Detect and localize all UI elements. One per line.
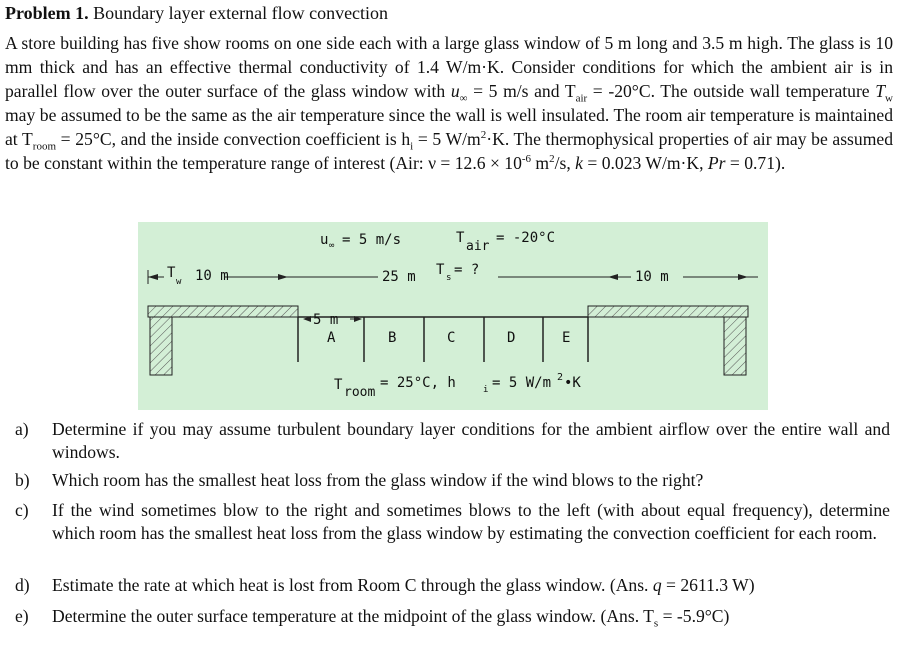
troom-sub: room: [32, 140, 57, 153]
sq-sup: 2: [480, 128, 487, 141]
statement-text: A store building has five show rooms on one side each with a large glass window of 5 m long and 3.5 m high. The glass is 10 mm thick and has an effective thermal conductivity of 1.4 W/m·K. Consider conditions for which the ambient air is in parallel flow over the outer surface of the glass window with: [5, 33, 893, 101]
question-text: Determine if you may assume turbulent boundary layer conditions for the ambient airflow over the entire wall and windows.: [52, 419, 890, 462]
statement-text: = 5 m/s and T: [467, 80, 576, 101]
tw-var: T: [875, 80, 886, 101]
statement-text: = -20°C. The outside wall temperature: [587, 80, 876, 101]
problem-statement: [5, 32, 893, 175]
arrow-head: [278, 274, 288, 280]
h-unit: •K: [564, 375, 581, 391]
statement-text: m: [531, 152, 550, 173]
tair-value: = -20°C: [496, 230, 556, 246]
question-text-part: Estimate the rate at which heat is lost from Room C through the glass window. (Ans.: [52, 575, 653, 595]
roof-left: [148, 306, 298, 317]
q-var: q: [652, 575, 662, 595]
room-e: E: [562, 330, 571, 346]
question-label: e): [15, 606, 29, 626]
ts-value: = ?: [454, 262, 480, 278]
right-dimension: 10 m: [635, 269, 669, 285]
right-wall: [724, 317, 746, 375]
question-text: [52, 574, 890, 597]
statement-text: = 5 W/m: [413, 128, 481, 149]
question-text: If the wind sometimes blow to the right and sometimes blows to the left (with about equal frequency), determine which room has the smallest heat loss from the glass window by estimating the convection coefficient for each room.: [52, 500, 890, 543]
problem-topic: Boundary layer external flow convection: [93, 3, 389, 23]
question-label: d): [15, 575, 30, 595]
question-text-part: = -5.9°C): [658, 606, 730, 626]
room-a: A: [327, 330, 336, 346]
h-sup: 2: [557, 372, 564, 383]
tair-sub: air: [466, 239, 490, 254]
h-value: = 5 W/m: [492, 375, 552, 391]
tair-sub: air: [575, 92, 588, 105]
question-label: b): [15, 470, 30, 490]
u-var: u: [450, 80, 460, 101]
question-text: Which room has the smallest heat loss from the glass window if the wind blows to the right?: [52, 470, 704, 490]
tw-symbol: T: [167, 265, 176, 281]
problem-number: Problem 1.: [5, 3, 89, 23]
u-symbol: u: [320, 232, 329, 248]
arrow-head: [738, 274, 748, 280]
arrow-head: [148, 274, 158, 280]
statement-text: /s,: [554, 152, 576, 173]
exp-sup: -6: [521, 152, 532, 165]
tw-sub: w: [176, 277, 182, 287]
room-width: 5 m: [313, 312, 339, 328]
question-label: c): [15, 500, 29, 520]
tair-symbol: T: [456, 230, 465, 246]
roof-right: [588, 306, 748, 317]
ts-sub: s: [653, 617, 659, 630]
k-var: k: [575, 152, 583, 173]
building-diagram: [138, 222, 768, 410]
arrow-head: [608, 274, 618, 280]
room-d: D: [507, 330, 516, 346]
ts-symbol: T: [436, 262, 445, 278]
hi-sub: i: [410, 140, 414, 153]
statement-text: ·K. The thermophysical properties of air may be assumed to be constant within the temperature range of interest (Air: ν = 12.6 × 10: [5, 128, 893, 173]
room-b: B: [388, 330, 397, 346]
left-wall: [150, 317, 172, 375]
sq2-sup: 2: [549, 152, 555, 165]
troom-sub: room: [344, 385, 376, 400]
tw-sub: w: [885, 92, 893, 105]
troom-symbol: T: [334, 377, 343, 393]
u-value: = 5 m/s: [342, 232, 402, 248]
question-text-part: Determine the outer surface temperature at the midpoint of the glass window. (Ans. T: [52, 606, 654, 626]
u-sub: ∞: [329, 241, 335, 251]
statement-text: = 0.71).: [725, 152, 786, 173]
room-c: C: [447, 330, 456, 346]
hi-sub: i: [483, 385, 489, 395]
building-figure: [138, 222, 768, 410]
statement-text: = 0.023 W/m·K,: [582, 152, 708, 173]
ts-sub: s: [446, 273, 452, 283]
question-label: a): [15, 419, 29, 439]
troom-value: = 25°C, h: [380, 375, 456, 391]
question-text-part: = 2611.3 W): [661, 575, 755, 595]
pr-var: Pr: [707, 152, 726, 173]
question-text: [52, 605, 890, 628]
problem-title: [5, 1, 388, 25]
statement-text: may be assumed to be the same as the air temperature since the wall is well insulated. The room air temperature is maintained at T: [5, 104, 893, 149]
u-sub: ∞: [459, 92, 468, 105]
statement-text: = 25°C, and the inside convection coefficient is h: [56, 128, 411, 149]
left-dimension: 10 m: [195, 268, 229, 284]
middle-dimension: 25 m: [382, 269, 416, 285]
